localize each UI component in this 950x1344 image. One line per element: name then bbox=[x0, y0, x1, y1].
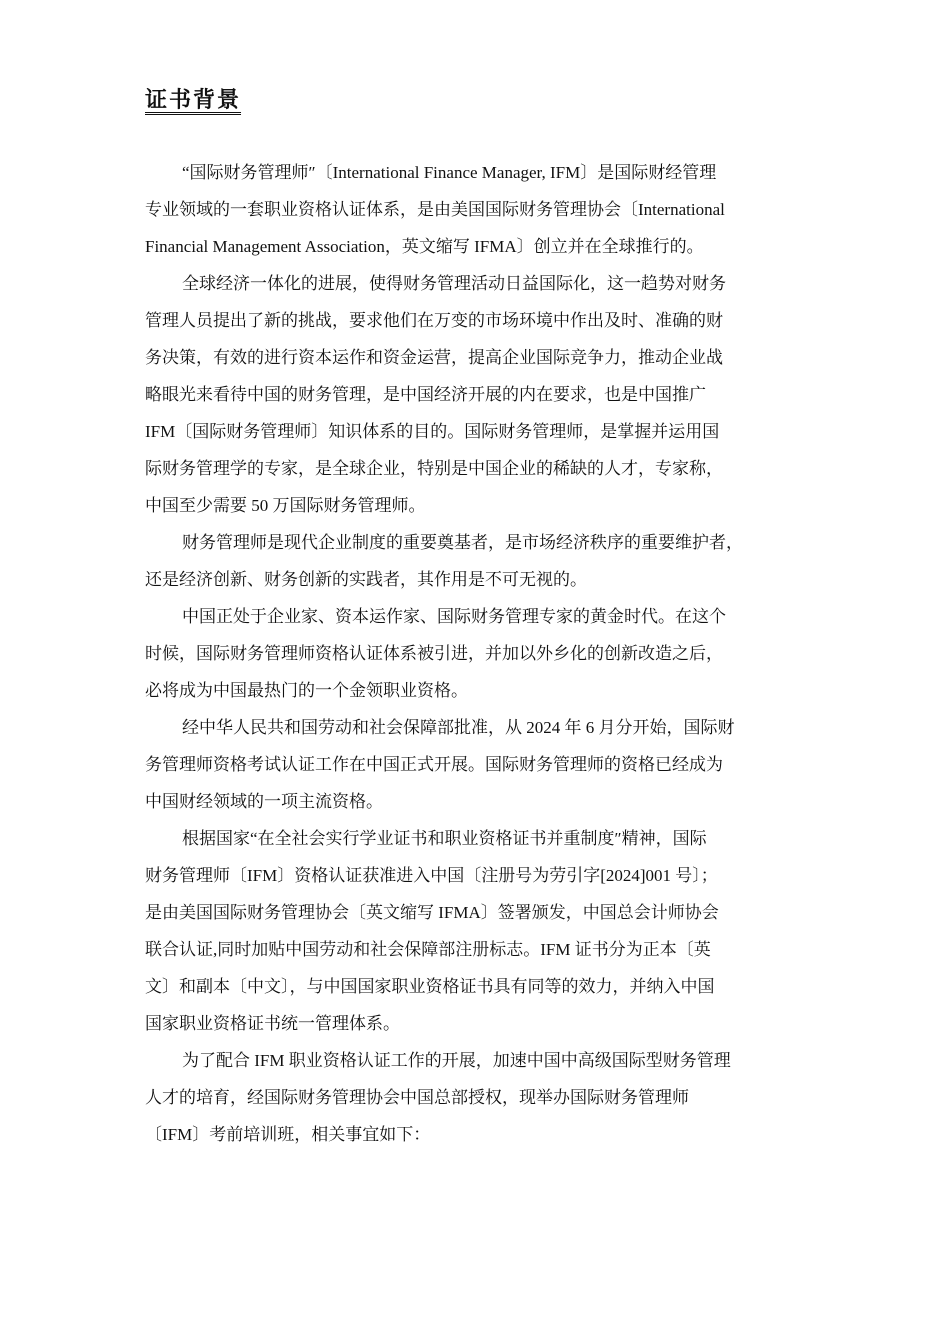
paragraph-line: 经中华人民共和国劳动和社会保障部批准，从 2024 年 6 月分开始，国际财 bbox=[182, 718, 735, 737]
paragraph-line: 中国至少需要 50 万国际财务管理师。 bbox=[145, 496, 426, 515]
paragraph-line: 务管理师资格考试认证工作在中国正式开展。国际财务管理师的资格已经成为 bbox=[145, 755, 723, 774]
paragraph-line: 〔IFM〕考前培训班，相关事宜如下： bbox=[145, 1125, 431, 1144]
paragraph-line: 务决策，有效的进行资本运作和资金运营，提高企业国际竞争力，推动企业战 bbox=[145, 348, 723, 367]
paragraph bbox=[145, 709, 810, 820]
paragraph-line: 文〕和副本〔中文〕，与中国国家职业资格证书具有同等的效力，并纳入中国 bbox=[145, 977, 715, 996]
paragraph-line: 根据国家“在全社会实行学业证书和职业资格证书并重制度″精神，国际 bbox=[182, 829, 707, 848]
paragraph-line: 人才的培育，经国际财务管理协会中国总部授权，现举办国际财务管理师 bbox=[145, 1088, 689, 1107]
body-text bbox=[145, 154, 810, 1153]
paragraph bbox=[145, 1042, 810, 1153]
paragraph-line: 际财务管理学的专家，是全球企业，特别是中国企业的稀缺的人才，专家称， bbox=[145, 459, 723, 478]
paragraph-line: 联合认证,同时加贴中国劳动和社会保障部注册标志。IFM 证书分为正本〔英 bbox=[145, 940, 711, 959]
paragraph bbox=[145, 820, 810, 1042]
paragraph-line: 专业领域的一套职业资格认证体系，是由美国国际财务管理协会〔International bbox=[145, 200, 725, 219]
paragraph-line: 略眼光来看待中国的财务管理，是中国经济开展的内在要求，也是中国推广 bbox=[145, 385, 706, 404]
paragraph-line: 中国正处于企业家、资本运作家、国际财务管理专家的黄金时代。在这个 bbox=[182, 607, 726, 626]
paragraph-line: 还是经济创新、财务创新的实践者，其作用是不可无视的。 bbox=[145, 570, 587, 589]
paragraph-line: 必将成为中国最热门的一个金领职业资格。 bbox=[145, 681, 468, 700]
paragraph bbox=[145, 598, 810, 709]
paragraph-line: 国家职业资格证书统一管理体系。 bbox=[145, 1014, 400, 1033]
paragraph-line: “国际财务管理师″〔International Finance Manager, IFM〕是国际财经管理 bbox=[182, 163, 717, 182]
section-heading: 证书背景 bbox=[145, 88, 242, 113]
paragraph-line: 财务管理师〔IFM〕资格认证获准进入中国〔注册号为劳引字[2024]001 号〕； bbox=[145, 866, 718, 885]
paragraph bbox=[145, 265, 810, 524]
paragraph-line: 中国财经领域的一项主流资格。 bbox=[145, 792, 383, 811]
paragraph-line: 为了配合 IFM 职业资格认证工作的开展，加速中国中高级国际型财务管理 bbox=[182, 1051, 731, 1070]
paragraph-line: 时候，国际财务管理师资格认证体系被引进，并加以外乡化的创新改造之后， bbox=[145, 644, 723, 663]
paragraph-line: 管理人员提出了新的挑战，要求他们在万变的市场环境中作出及时、准确的财 bbox=[145, 311, 723, 330]
paragraph bbox=[145, 154, 810, 265]
paragraph-line: 全球经济一体化的进展，使得财务管理活动日益国际化，这一趋势对财务 bbox=[182, 274, 726, 293]
paragraph-line: 财务管理师是现代企业制度的重要奠基者，是市场经济秩序的重要维护者， bbox=[182, 533, 743, 552]
paragraph bbox=[145, 524, 810, 598]
paragraph-line: IFM〔国际财务管理师〕知识体系的目的。国际财务管理师，是掌握并运用国 bbox=[145, 422, 720, 441]
paragraph-line: Financial Management Association，英文缩写 IFMA〕创立并在全球推行的。 bbox=[145, 237, 704, 256]
paragraph-line: 是由美国国际财务管理协会〔英文缩写 IFMA〕签署颁发，中国总会计师协会 bbox=[145, 903, 719, 922]
